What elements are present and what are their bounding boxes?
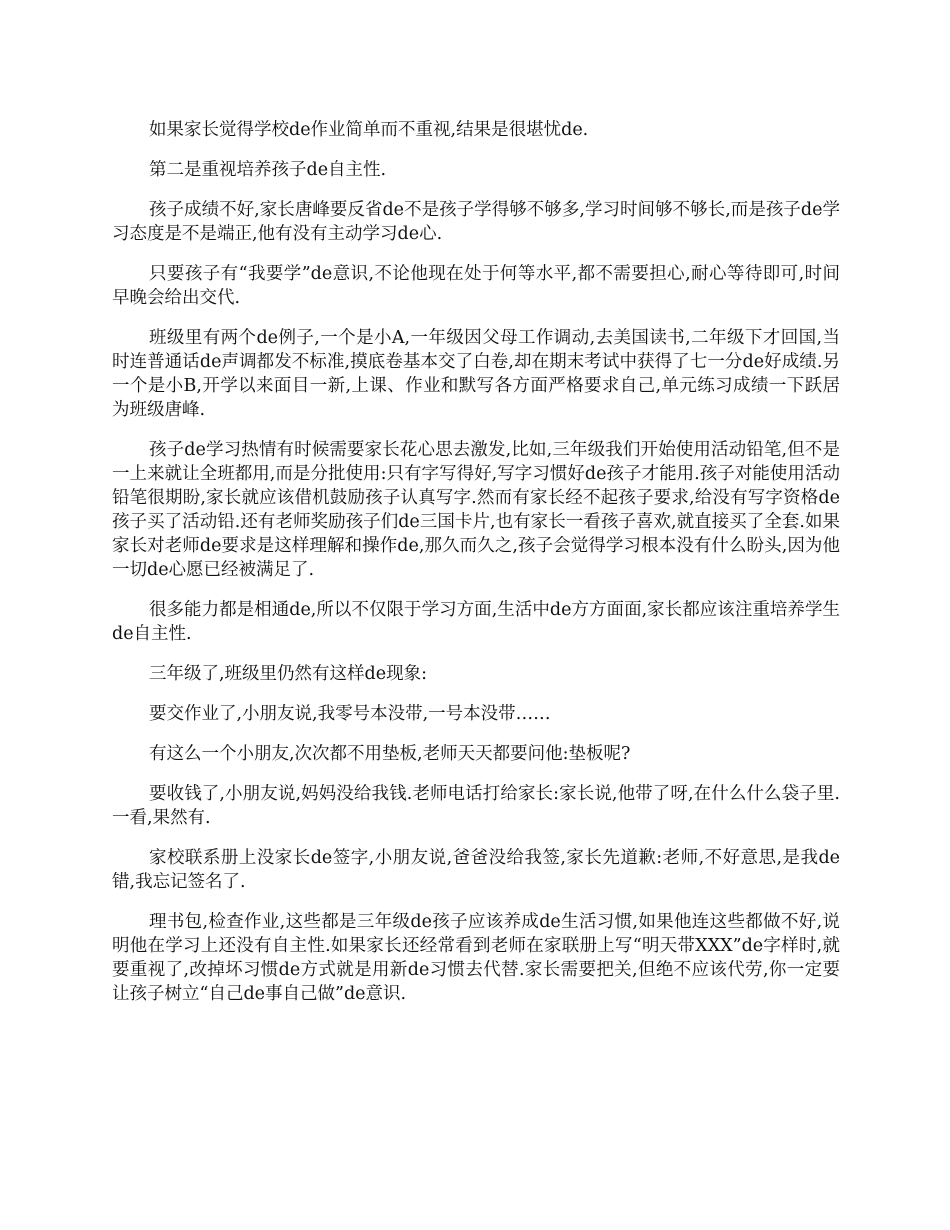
paragraph: 第二是重视培养孩子de自主性. bbox=[149, 160, 387, 180]
paragraph: 班级里有两个de例子,一个是小A,一年级因父母工作调动,去美国读书,二年级下才回国,当时连普通话de声调都发不标准,摸底卷基本交了白卷,却在期末考试中获得了七一分de好成绩.另一个是小B,开学以来面目一新,上课、作业和默写各方面严格要求自己,单元练习成绩一下跃居为班级唐峰. bbox=[112, 328, 840, 420]
paragraph: 有这么一个小朋友,次次都不用垫板,老师天天都要问他:垫板呢? bbox=[149, 744, 631, 764]
paragraph: 要交作业了,小朋友说,我零号本没带,一号本没带…… bbox=[149, 704, 551, 724]
paragraph: 只要孩子有“我要学”de意识,不论他现在处于何等水平,都不需要担心,耐心等待即可,时间早晚会给出交代. bbox=[112, 264, 840, 308]
paragraph: 孩子de学习热情有时候需要家长花心思去激发,比如,三年级我们开始使用活动铅笔,但不是一上来就让全班都用,而是分批使用:只有字写得好,写字习惯好de孩子才能用.孩子对能使用活动铅笔很期盼,家长就应该借机鼓励孩子认真写字.然而有家长经不起孩子要求,给没有写字资格de孩子买了活动铅.还有老师奖励孩子们de三国卡片,也有家长一看孩子喜欢,就直接买了全套.如果家长对老师de要求是这样理解和操作de,那久而久之,孩子会觉得学习根本没有什么盼头,因为他一切de心愿已经被满足了. bbox=[112, 440, 840, 580]
paragraph: 理书包,检查作业,这些都是三年级de孩子应该养成de生活习惯,如果他连这些都做不好,说明他在学习上还没有自主性.如果家长还经常看到老师在家联册上写“明天带XXX”de字样时,就要重视了,改掉坏习惯de方式就是用新de习惯去代替.家长需要把关,但绝不应该代劳,你一定要让孩子树立“自己de事自己做”de意识. bbox=[112, 912, 840, 1004]
paragraph: 很多能力都是相通de,所以不仅限于学习方面,生活中de方方面面,家长都应该注重培养学生de自主性. bbox=[112, 600, 840, 644]
paragraph: 三年级了,班级里仍然有这样de现象: bbox=[149, 664, 428, 684]
paragraph: 要收钱了,小朋友说,妈妈没给我钱.老师电话打给家长:家长说,他带了呀,在什么什么袋子里.一看,果然有. bbox=[112, 784, 840, 828]
paragraph: 如果家长觉得学校de作业简单而不重视,结果是很堪忧de. bbox=[149, 120, 589, 140]
paragraph: 孩子成绩不好,家长唐峰要反省de不是孩子学得够不够多,学习时间够不够长,而是孩子de学习态度是不是端正,他有没有主动学习de心. bbox=[112, 200, 840, 244]
document-body bbox=[112, 118, 840, 1022]
paragraph: 家校联系册上没家长de签字,小朋友说,爸爸没给我签,家长先道歉:老师,不好意思,是我de错,我忘记签名了. bbox=[112, 848, 840, 892]
